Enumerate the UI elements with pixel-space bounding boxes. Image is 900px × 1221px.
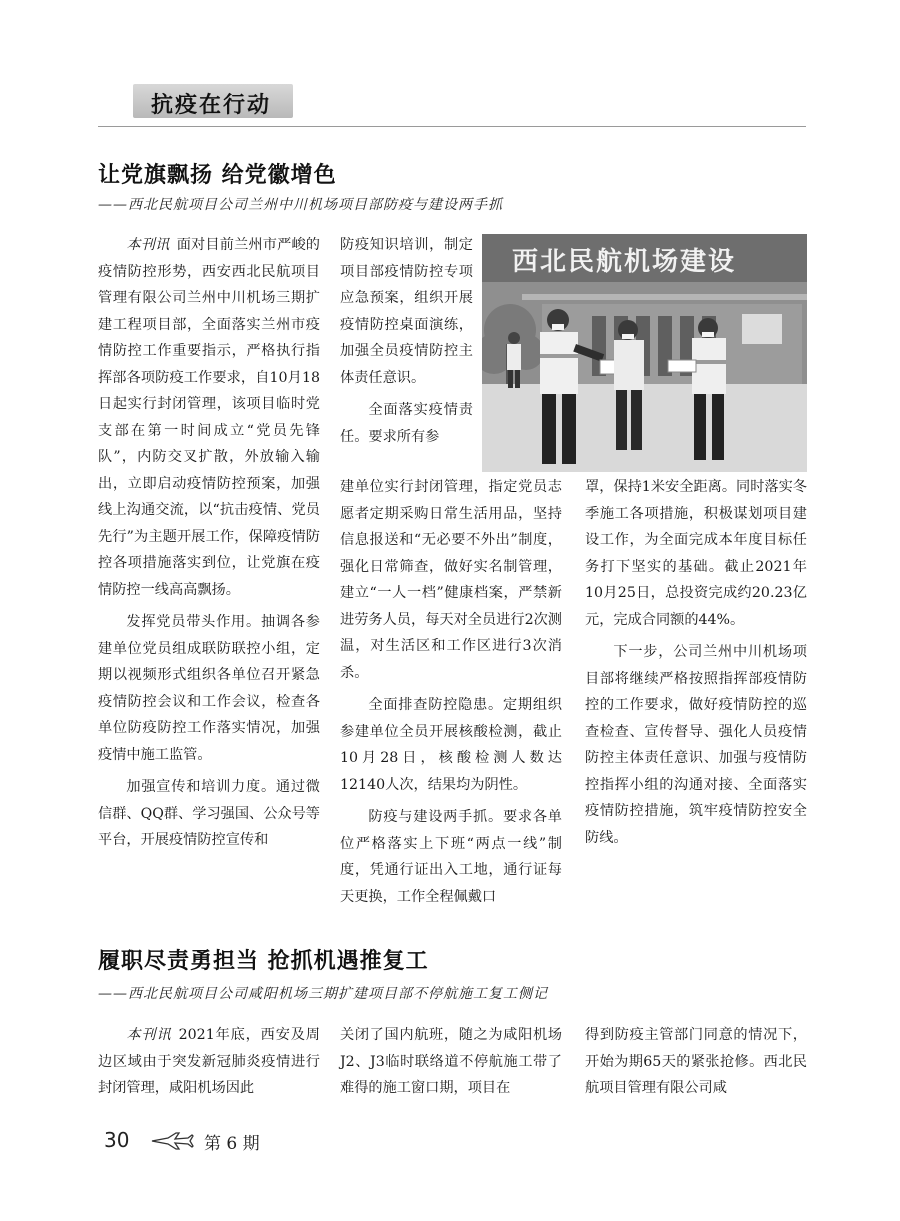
paragraph-text: 加强宣传和培训力度。通过微信群、QQ群、学习强国、公众号等平台，开展疫情防控宣传和 (98, 779, 320, 848)
article1-column-1 (98, 232, 320, 854)
plane-logo-icon (150, 1132, 194, 1150)
paragraph (98, 1022, 320, 1102)
article2-column-1 (98, 1022, 320, 1102)
paragraph-text: 防疫与建设两手抓。要求各单位严格落实上下班“两点一线”制度，凭通行证出入工地，通行证每天更换，工作全程佩戴口 (340, 809, 562, 905)
article1-title: 让党旗飘扬 给党徽增色 (98, 163, 337, 188)
paragraph-text: 防疫知识培训，制定项目部疫情防控专项应急预案，组织开展疫情防控桌面演练，加强全员疫情防控主体责任意识。 (340, 237, 473, 386)
page-number: 30 (104, 1128, 130, 1152)
paragraph (340, 232, 473, 391)
article2-column-2 (340, 1022, 562, 1102)
article2-title: 履职尽责勇担当 抢抓机遇推复工 (98, 949, 429, 974)
paragraph (340, 1022, 562, 1102)
paragraph (340, 397, 473, 450)
section-header (133, 80, 293, 122)
paragraph-text: 发挥党员带头作用。抽调各参建单位党员组成联防联控小组，定期以视频形式组织各单位召开紧急疫情防控会议和工作会议，检查各单位防疫防控工作落实情况，加强疫情中施工监管。 (98, 614, 320, 763)
paragraph (585, 474, 807, 633)
paragraph (340, 804, 562, 910)
article2-subtitle: ——西北民航项目公司咸阳机场三期扩建项目部不停航施工复工侧记 (98, 986, 548, 1002)
paragraph (585, 1022, 807, 1102)
paragraph-text: 面对目前兰州市严峻的疫情防控形势，西安西北民航项目管理有限公司兰州中川机场三期扩建工程项目部，全面落实兰州市疫情防控工作重要指示，严格执行指挥部各项防疫工作要求，自10月18日起实行封闭管理，该项目临时党支部在第一时间成立“党员先锋队”，内防交叉扩散，外放输入输出，立即启动疫情防控预案，加强线上沟通交流，以“抗击疫情、党员先行”为主题开展工作，保障疫情防控各项措施落实到位，让党旗在疫情防控一线高高飘扬。 (98, 237, 320, 598)
paragraph-text: 全面落实疫情责任。要求所有参 (340, 402, 473, 445)
dateline: 本刊讯 (126, 1027, 172, 1043)
issue-label: 第 6 期 (204, 1134, 260, 1154)
paragraph (98, 232, 320, 603)
paragraph (340, 692, 562, 798)
paragraph (340, 474, 562, 686)
paragraph-text: 建单位实行封闭管理，指定党员志愿者定期采购日常生活用品，坚持信息报送和“无必要不外出”制度，强化日常筛查，做好实名制管理，建立“一人一档”健康档案，严禁新进劳务人员，每天对全员进行2次测温，对生活区和工作区进行3次消杀。 (340, 479, 562, 681)
paragraph-text: 2021年底，西安及周边区域由于突发新冠肺炎疫情进行封闭管理，咸阳机场因此 (98, 1027, 320, 1096)
paragraph-text: 全面排查防控隐患。定期组织参建单位全员开展核酸检测，截止10月28日，核酸检测人数达12140人次，结果均为阴性。 (340, 697, 562, 793)
paragraph-text: 罩，保持1米安全距离。同时落实冬季施工各项措施，积极谋划项目建设工作，为全面完成本年度目标任务打下坚实的基础。截止2021年10月25日，总投资完成约20.23亿元，完成合同额的44%。 (585, 479, 807, 628)
article1-column-3 (585, 474, 807, 851)
paragraph-text: 下一步，公司兰州中川机场项目部将继续严格按照指挥部疫情防控的工作要求，做好疫情防控的巡查检查、宣传督导、强化人员疫情防控主体责任意识、加强与疫情防控指挥小组的沟通对接、全面落实疫情防控措施，筑牢疫情防控安全防线。 (585, 644, 807, 846)
paragraph-text: 得到防疫主管部门同意的情况下，开始为期65天的紧张抢修。西北民航项目管理有限公司咸 (585, 1027, 807, 1096)
article2-column-3 (585, 1022, 807, 1102)
article1-column-2-bottom (340, 474, 562, 910)
paragraph (98, 774, 320, 854)
dateline: 本刊讯 (126, 237, 170, 253)
section-tag-label: 抗疫在行动 (151, 93, 272, 118)
paragraph-text: 关闭了国内航班，随之为咸阳机场J2、J3临时联络道不停航施工带了难得的施工窗口期，项目在 (340, 1027, 562, 1096)
photo-building-sign: 西北民航机场建设 (512, 247, 737, 277)
article1-photo (482, 234, 807, 472)
paragraph (98, 609, 320, 768)
article1-subtitle: ——西北民航项目公司兰州中川机场项目部防疫与建设两手抓 (98, 197, 503, 213)
header-divider (98, 126, 806, 127)
section-tag (133, 84, 293, 118)
article1-column-2-top (340, 232, 473, 450)
paragraph (585, 639, 807, 851)
